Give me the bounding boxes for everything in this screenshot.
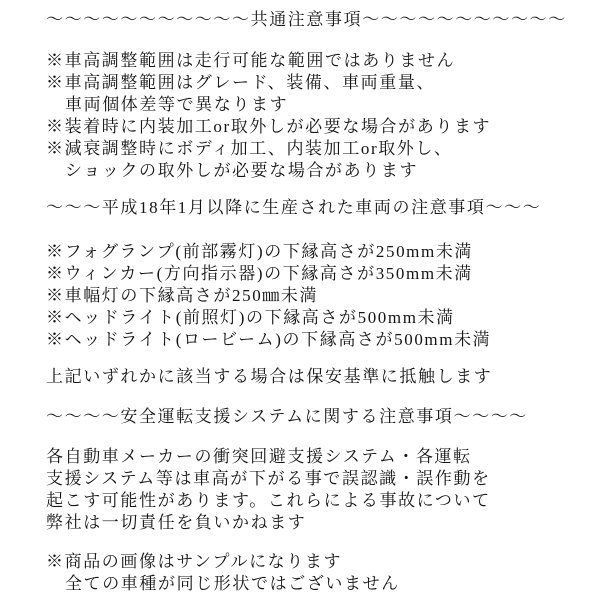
safety-system-disclaimer xyxy=(46,446,594,534)
lamp-rule-line: ※車幅灯の下縁高さが250㎜未満 xyxy=(46,286,319,305)
section-header-safety-systems: ～～～～安全運転支援システムに関する注意事項～～～～ xyxy=(46,407,528,426)
notice-line: ※減衰調整時にボディ加工、内装加工or取外し、 xyxy=(46,139,453,158)
lamp-rule-line: ※フォグランプ(前部霧灯)の下縁高さが250mm未満 xyxy=(46,242,474,261)
notice-line: ※装着時に内装加工or取外しが必要な場合があります xyxy=(46,117,492,136)
disclaimer-line: 各自動車メーカーの衝突回避支援システム・各運転 xyxy=(46,447,472,466)
common-notes-section xyxy=(46,50,594,182)
section-header-h18-vehicles: ～～～平成18年1月以降に生産された車両の注意事項～～～ xyxy=(46,198,542,217)
disclaimer-line: 起こす可能性があります。これらによる事故について xyxy=(46,491,491,510)
section-header-common-notes: ～～～～～～～～～～～共通注意事項～～～～～～～～～～～ xyxy=(46,10,567,29)
sample-image-note-line: 全ての車種が同じ形状ではございません xyxy=(65,574,400,593)
disclaimer-line: 弊社は一切責任を負いかねます xyxy=(46,513,307,532)
disclaimer-line: 支援システム等は車高が下がる事で誤認識・誤作動を xyxy=(46,469,491,488)
notice-line: ※車高調整範囲はグレード、装備、車両重量、 xyxy=(46,73,436,92)
lamp-height-rules-section xyxy=(46,241,594,351)
lamp-rule-line: ※ヘッドライト(前照灯)の下縁高さが500mm未満 xyxy=(46,308,455,327)
compliance-note: 上記いずれかに該当する場合は保安基準に抵触します xyxy=(46,367,493,386)
sample-image-note xyxy=(46,551,594,595)
notice-line-continuation: ショックの取外しが必要な場合があります xyxy=(65,161,419,180)
notice-line: ※車高調整範囲は走行可能な範囲ではありません xyxy=(46,51,456,70)
sample-image-note-line: ※商品の画像はサンプルになります xyxy=(46,552,343,571)
lamp-rule-line: ※ヘッドライト(ロービーム)の下縁高さが500mm未満 xyxy=(46,330,492,349)
notice-line-continuation: 車両個体差等で異なります xyxy=(65,95,289,114)
lamp-rule-line: ※ウィンカー(方向指示器)の下縁高さが350mm未満 xyxy=(46,264,473,283)
